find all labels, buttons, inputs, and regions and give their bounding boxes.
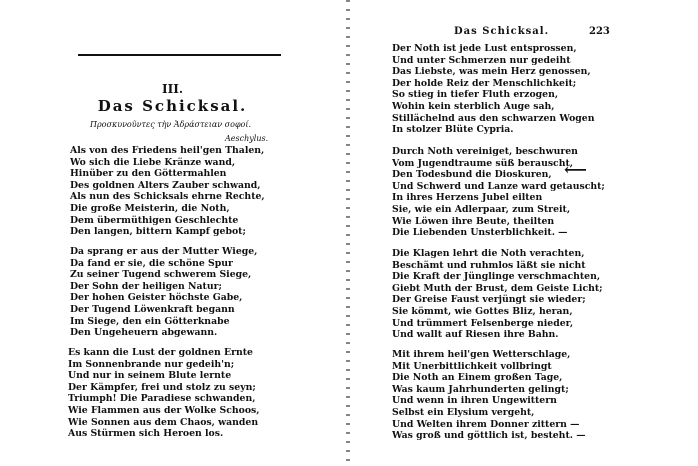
verse-line: Der hohen Geister höchste Gabe,: [70, 292, 243, 304]
verse-line: Des goldnen Alters Zauber schwand,: [70, 179, 261, 191]
verse-line: Den langen, bittern Kampf gebot;: [70, 226, 246, 238]
verse-line: Und Schwerd und Lanze ward getauscht;: [392, 180, 605, 192]
verse-line: Die Kraft der Jünglinge verschmachten,: [392, 271, 601, 283]
poem-number: III.: [161, 82, 184, 96]
verse-line: Durch Noth vereiniget, beschwuren: [392, 146, 578, 157]
poem-title: Das Schicksal.: [97, 97, 248, 115]
page-number: 223: [589, 26, 610, 37]
verse-line: Stillächelnd aus den schwarzen Wogen: [392, 112, 595, 124]
verse-line: Was groß und göttlich ist, besteht. —: [392, 430, 586, 442]
verse-line: Und wenn in ihren Ungewittern: [392, 395, 557, 407]
left-page: [0, 0, 345, 466]
verse-line: Da fand er sie, die schöne Spur: [70, 257, 233, 269]
verse-line: Den Ungeheuern abgewann.: [70, 327, 218, 339]
verse-line: Da sprang er aus der Mutter Wiege,: [70, 246, 258, 257]
stanza: [68, 347, 260, 440]
verse-line: Wie Sonnen aus dem Chaos, wanden: [68, 416, 259, 428]
verse-line: Und unter Schmerzen nur gedeiht: [392, 54, 571, 66]
header-rule: [78, 54, 281, 56]
verse-line: Und Welten ihrem Donner zittern —: [392, 418, 580, 430]
verse-line: Aus Stürmen sich Heroen los.: [68, 428, 224, 440]
verse-line: Der Kämpfer, frei und stolz zu seyn;: [68, 381, 256, 393]
verse-line: Im Siege, den ein Götterknabe: [70, 315, 230, 327]
verse-line: Dem übermüthigen Geschlechte: [70, 214, 239, 226]
stanza: [392, 43, 594, 136]
verse-line: Es kann die Lust der goldnen Ernte: [68, 347, 253, 358]
verse-line: Und trümmert Felsenberge nieder,: [392, 317, 574, 329]
verse-line: Und wallt auf Riesen ihre Bahn.: [392, 329, 559, 341]
epigraph: Προσκυνοῦντες τὴν Ἀδράστειαν σοφοί.: [90, 120, 252, 129]
running-head: Das Schicksal.: [454, 26, 550, 37]
verse-line: Als nun des Schicksals ehrne Rechte,: [70, 191, 265, 203]
verse-line: Vom Jugendtraume süß berauscht,: [392, 157, 574, 169]
verse-line: Sie, wie ein Adlerpaar, zum Streit,: [392, 203, 571, 215]
verse-line: Das Liebste, was mein Herz genossen,: [392, 66, 591, 78]
verse-line: In ihres Herzens Jubel eilten: [392, 192, 543, 204]
verse-line: Die Liebenden Unsterblichkeit. —: [392, 227, 568, 239]
verse-line: Zu seiner Tugend schwerem Siege,: [70, 269, 252, 281]
right-page: [352, 0, 698, 466]
verse-line: Triumph! Die Paradiese schwanden,: [68, 393, 256, 405]
verse-line: Hinüber zu den Göttermahlen: [70, 168, 227, 180]
verse-line: Der holde Reiz der Menschlichkeit;: [392, 77, 577, 89]
verse-line: Den Todesbund die Dioskuren,: [392, 169, 552, 181]
verse-line: Wohin kein sterblich Auge sah,: [392, 100, 555, 112]
epigraph-attribution: Aeschylus.: [225, 134, 269, 143]
verse-line: Sie kömmt, wie Gottes Bliz, heran,: [392, 305, 573, 317]
verse-line: Wie Flammen aus der Wolke Schoos,: [68, 404, 260, 416]
stanza: [392, 349, 586, 442]
verse-line: Im Sonnenbrande nur gedeih'n;: [68, 358, 235, 370]
verse-line: Selbst ein Elysium vergeht,: [392, 406, 535, 418]
stanza: [70, 246, 257, 339]
verse-line: Beschämt und ruhmlos läßt sie nicht: [392, 259, 586, 271]
verse-line: Was kaum Jahrhunderten gelingt;: [392, 383, 569, 395]
stanza: [392, 248, 603, 341]
verse-line: Der Tugend Löwenkraft begann: [70, 303, 235, 315]
verse-line: Und nur in seinem Blute lernte: [68, 370, 232, 382]
margin-arrow-icon: ⟵: [564, 160, 587, 179]
verse-line: Der Greise Faust verjüngt sie wieder;: [392, 294, 586, 306]
verse-line: Mit Unerbittlichkeit vollbringt: [392, 360, 552, 372]
verse-line: Der Sohn der heiligen Natur;: [70, 280, 222, 292]
verse-line: Wo sich die Liebe Kränze wand,: [70, 156, 236, 168]
verse-line: In stolzer Blüte Cypria.: [392, 124, 514, 136]
verse-line: So stieg in tiefer Fluth erzogen,: [392, 89, 559, 101]
verse-line: Wie Löwen ihre Beute, theilten: [392, 215, 555, 227]
book-gutter: [346, 0, 350, 466]
verse-line: Die große Meisterin, die Noth,: [70, 202, 230, 214]
verse-line: Als von des Friedens heil'gen Thalen,: [70, 145, 265, 156]
verse-line: Mit ihrem heil'gen Wetterschlage,: [392, 349, 571, 360]
verse-line: Die Noth an Einem großen Tage,: [392, 372, 563, 384]
stanza: [70, 145, 265, 238]
verse-line: Giebt Muth der Brust, dem Geiste Licht;: [392, 282, 603, 294]
verse-line: Der Noth ist jede Lust entsprossen,: [392, 43, 577, 54]
verse-line: Die Klagen lehrt die Noth verachten,: [392, 248, 585, 259]
